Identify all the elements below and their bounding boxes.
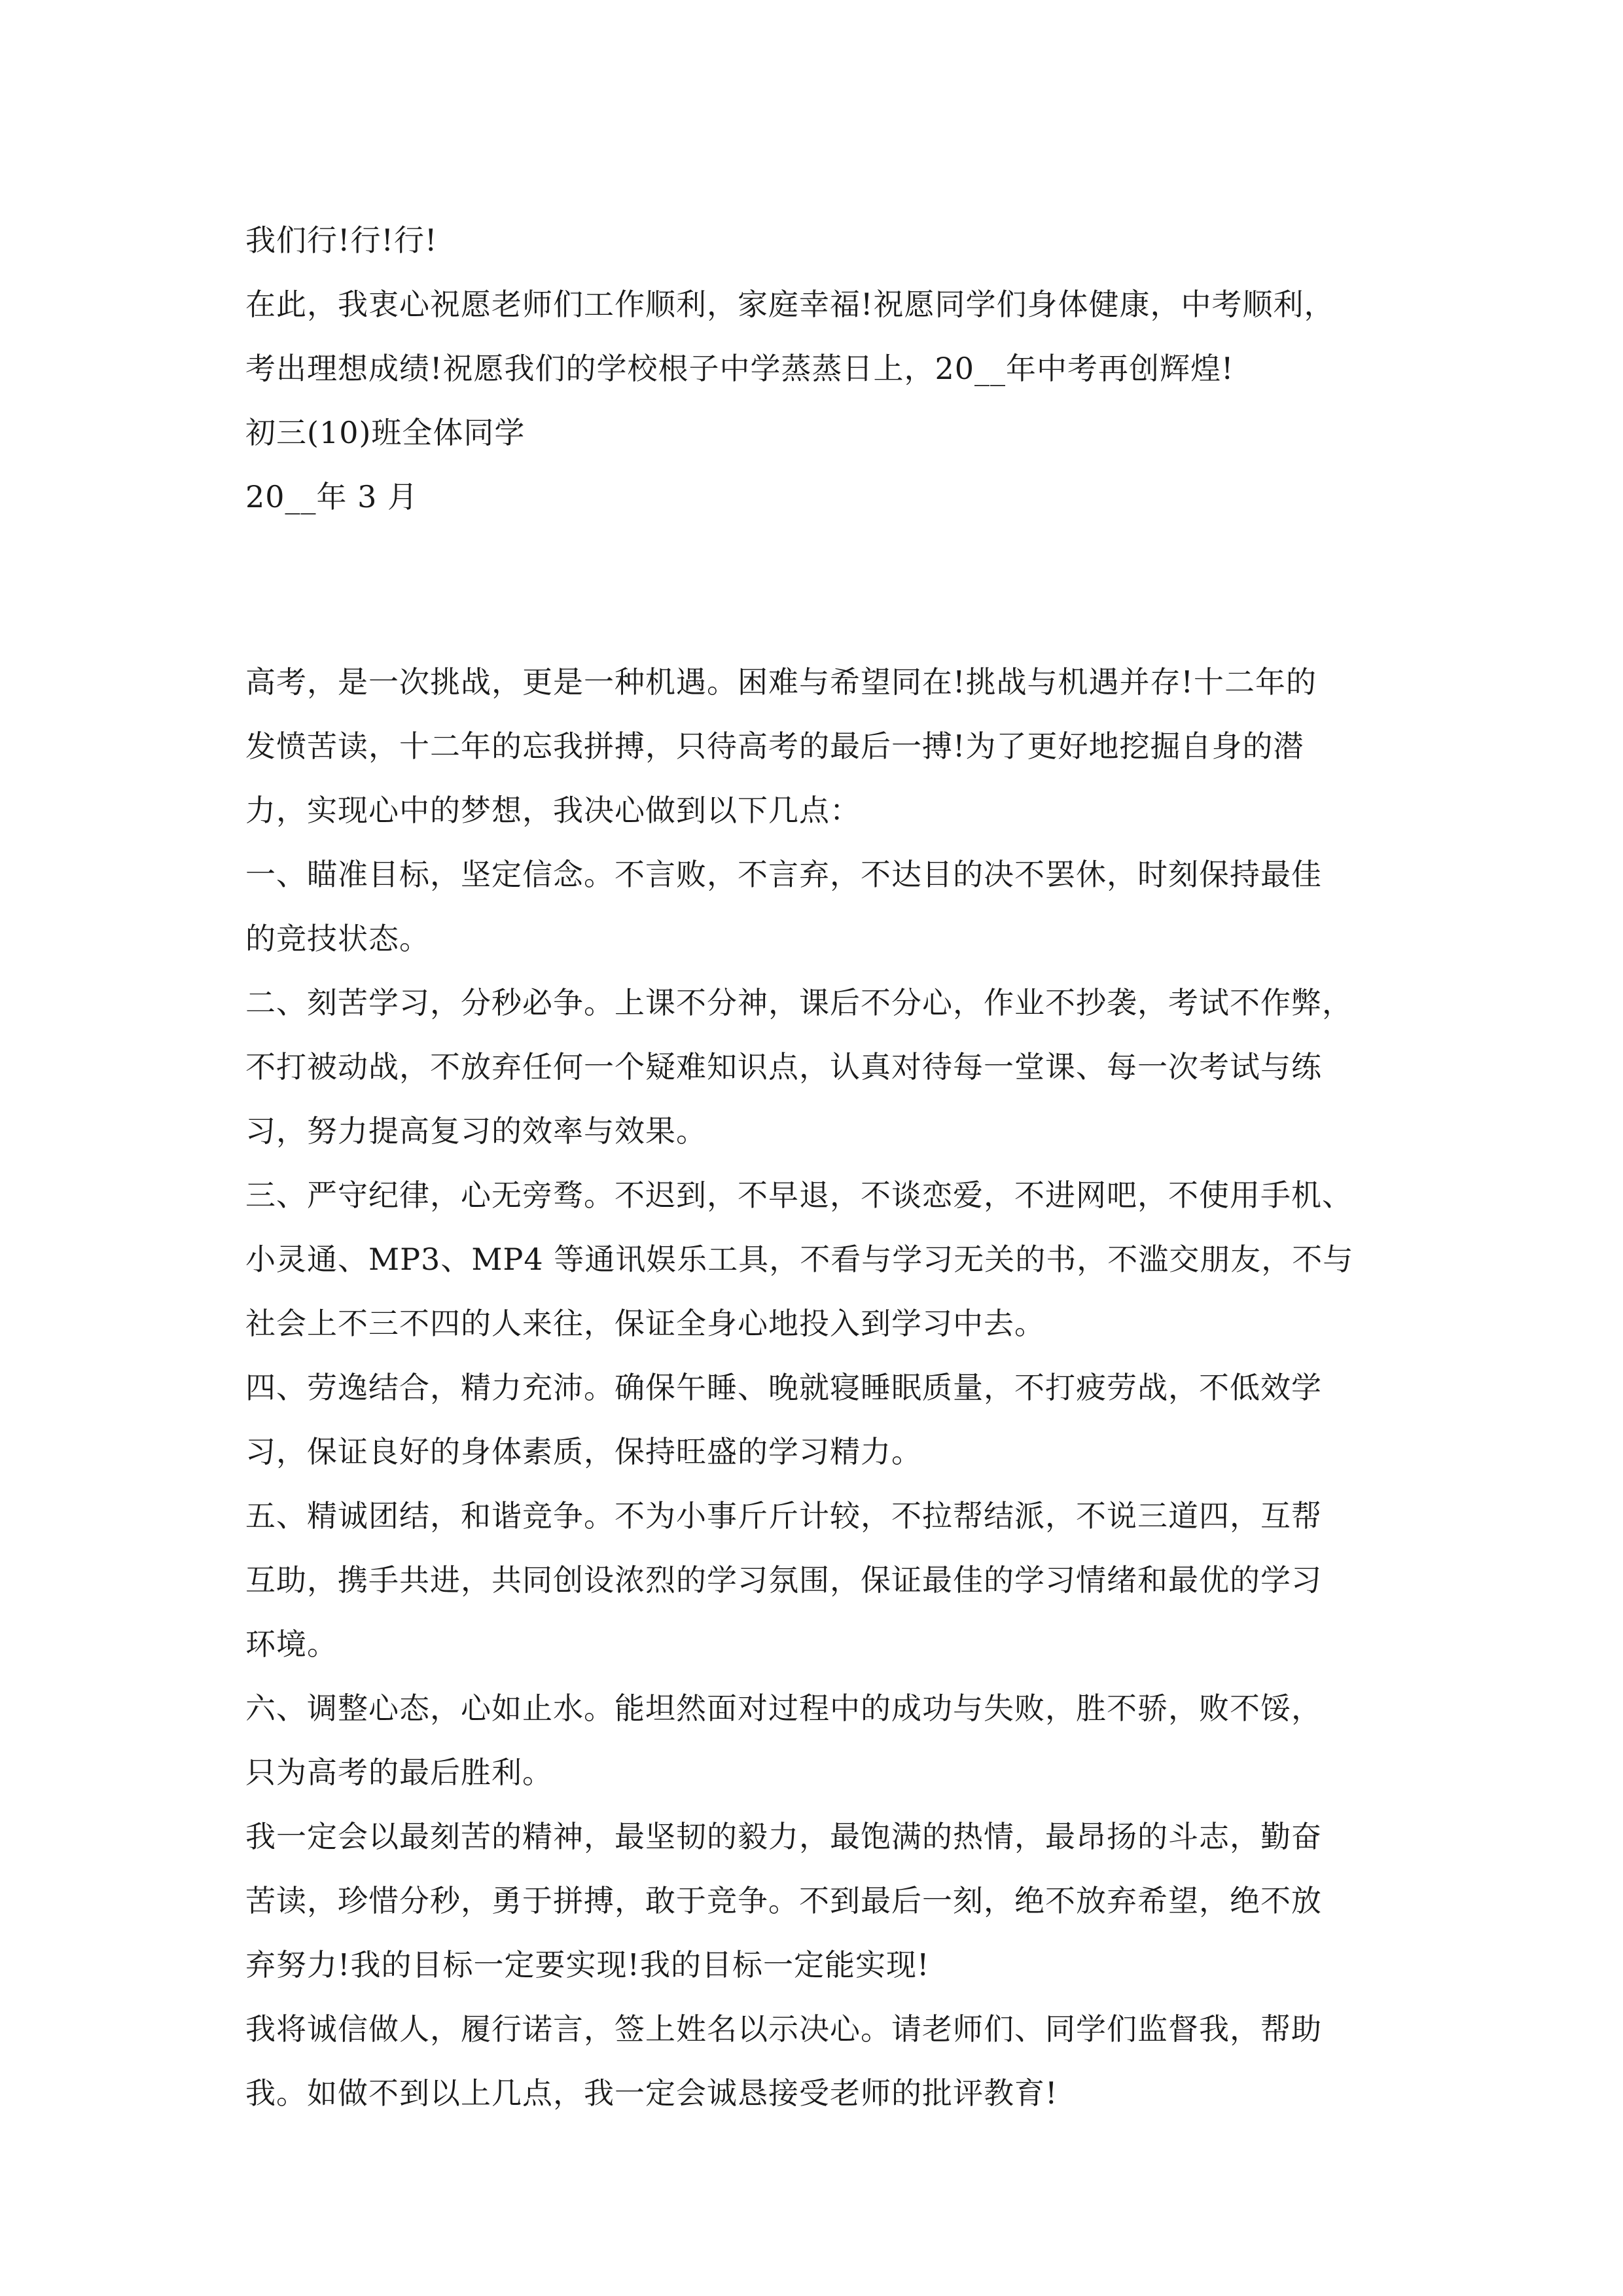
text-line: 我。如做不到以上几点，我一定会诚恳接受老师的批评教育! — [245, 2075, 1058, 2111]
text-line: 六、调整心态，心如止水。能坦然面对过程中的成功与失败，胜不骄，败不馁， — [245, 1691, 1322, 1726]
text-line: 弃努力!我的目标一定要实现!我的目标一定能实现! — [245, 1947, 930, 1982]
text-line: 我将诚信做人，履行诺言，签上姓名以示决心。请老师们、同学们监督我，帮助 — [245, 2011, 1322, 2047]
text-line: 二、刻苦学习，分秒必争。上课不分神，课后不分心，作业不抄袭，考试不作弊， — [245, 985, 1353, 1020]
text-line: 习，努力提高复习的效率与效果。 — [245, 1113, 707, 1149]
text-line: 一、瞄准目标，坚定信念。不言败，不言弃，不达目的决不罢休，时刻保持最佳 — [245, 857, 1322, 892]
text-line: 我一定会以最刻苦的精神，最坚韧的毅力，最饱满的热情，最昂扬的斗志，勤奋 — [245, 1819, 1322, 1854]
text-line: 发愤苦读，十二年的忘我拼搏，只待高考的最后一搏!为了更好地挖掘自身的潜 — [245, 728, 1304, 764]
text-line: 社会上不三不四的人来往，保证全身心地投入到学习中去。 — [245, 1306, 1045, 1341]
text-line: 苦读，珍惜分秒，勇于拼搏，敢于竞争。不到最后一刻，绝不放弃希望，绝不放 — [245, 1883, 1322, 1918]
closing-section — [245, 208, 1384, 529]
date-line: 20__年 3 月 — [245, 479, 419, 514]
signature-line: 初三(10)班全体同学 — [245, 415, 526, 450]
text-line: 力，实现心中的梦想，我决心做到以下几点： — [245, 793, 861, 828]
text-line: 五、精诚团结，和谐竞争。不为小事斤斤计较，不拉帮结派，不说三道四，互帮 — [245, 1498, 1322, 1534]
pledge-section — [245, 650, 1384, 2125]
text-line: 四、劳逸结合，精力充沛。确保午睡、晚就寝睡眠质量，不打疲劳战，不低效学 — [245, 1370, 1322, 1405]
text-line: 互助，携手共进，共同创设浓烈的学习氛围，保证最佳的学习情绪和最优的学习 — [245, 1562, 1322, 1598]
text-line: 不打被动战，不放弃任何一个疑难知识点，认真对待每一堂课、每一次考试与练 — [245, 1049, 1322, 1085]
text-line: 的竞技状态。 — [245, 921, 430, 956]
text-line: 我们行!行!行! — [245, 223, 438, 258]
text-line: 高考，是一次挑战，更是一种机遇。困难与希望同在!挑战与机遇并存!十二年的 — [245, 664, 1317, 700]
text-line: 在此，我衷心祝愿老师们工作顺利，家庭幸福!祝愿同学们身体健康，中考顺利， — [245, 287, 1335, 322]
text-line: 只为高考的最后胜利。 — [245, 1755, 553, 1790]
text-line: 考出理想成绩!祝愿我们的学校根子中学蒸蒸日上，20__年中考再创辉煌! — [245, 351, 1234, 386]
text-line: 环境。 — [245, 1626, 338, 1662]
section-gap — [245, 529, 1384, 650]
text-line: 小灵通、MP3、MP4 等通讯娱乐工具，不看与学习无关的书，不滥交朋友，不与 — [245, 1242, 1354, 1277]
text-line: 习，保证良好的身体素质，保持旺盛的学习精力。 — [245, 1434, 922, 1469]
text-line: 三、严守纪律，心无旁骛。不迟到，不早退，不谈恋爱，不进网吧，不使用手机、 — [245, 1177, 1353, 1213]
document-body — [245, 208, 1384, 2125]
